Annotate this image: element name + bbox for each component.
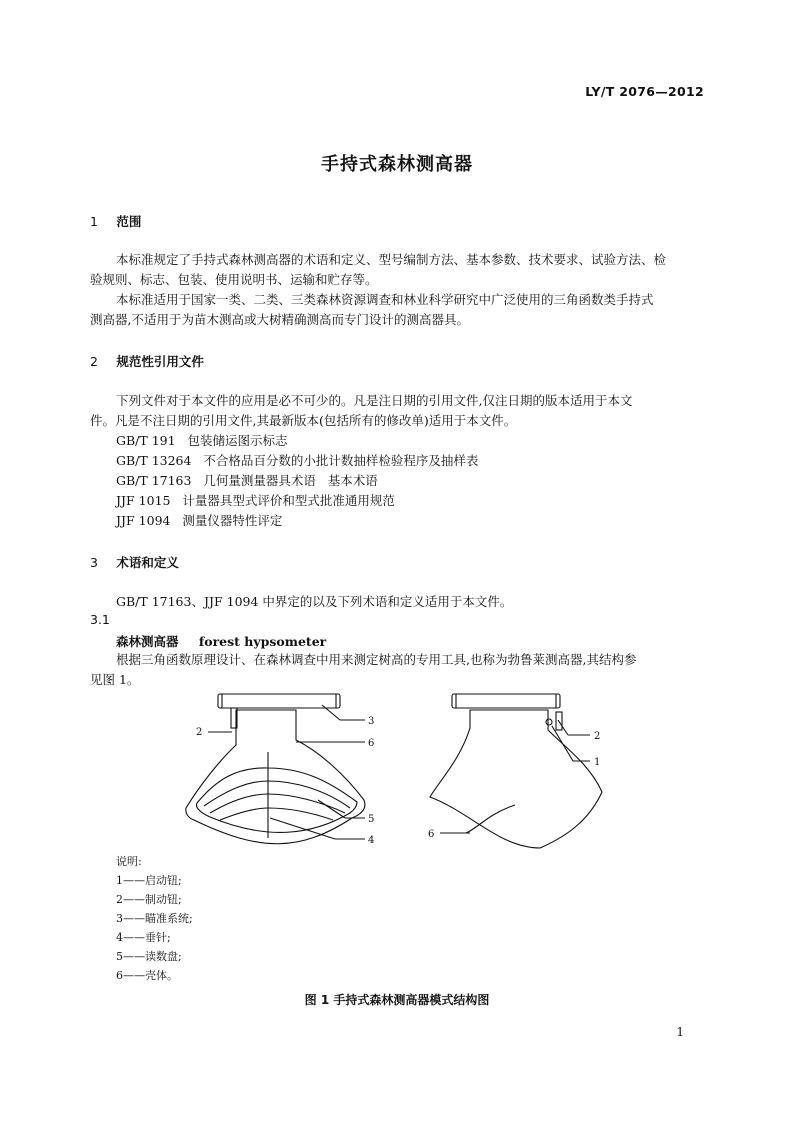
- section-1-heading: [90, 212, 141, 230]
- section-title: 范围: [116, 214, 142, 229]
- callout-label: 2: [196, 727, 203, 738]
- callout-label: 2: [594, 731, 601, 742]
- term-number: 3.1: [90, 612, 110, 627]
- callout-label: 5: [368, 814, 375, 825]
- section-2-intro: [90, 391, 706, 431]
- text-line: 根据三角函数原理设计、在森林调查中用来测定树高的专用工具,也称为勃鲁莱测高器,其结构参: [116, 652, 637, 667]
- legend-title: 说明:: [116, 855, 142, 868]
- text-line: 测高器,不适用于为苗木测高或大树精确测高而专门设计的测高器具。: [90, 312, 469, 327]
- term-chinese: 森林测高器: [116, 634, 179, 649]
- legend-item: 6——壳体。: [116, 969, 178, 982]
- text-line: 下列文件对于本文件的应用是必不可少的。凡是注日期的引用文件,仅注日期的版本适用于本文: [116, 393, 633, 408]
- section-3-intro: [90, 592, 706, 612]
- reference-item: GB/T 17163 几何量测量器具术语 基本术语: [116, 473, 378, 488]
- section-number: 1: [90, 214, 98, 229]
- figure-legend: [116, 852, 193, 985]
- legend-item: 4——垂针;: [116, 931, 171, 944]
- reference-item: JJF 1015 计量器具型式评价和型式批准通用规范: [116, 493, 395, 508]
- section-title: 规范性引用文件: [116, 354, 204, 369]
- front-view-drawing: [186, 694, 365, 844]
- legend-item: 1——启动钮;: [116, 874, 182, 887]
- term-entry: [116, 632, 326, 650]
- section-1-paragraph-2: [90, 290, 706, 330]
- reference-item: GB/T 13264 不合格品百分数的小批计数抽样检验程序及抽样表: [116, 453, 479, 468]
- text-line: 见图 1。: [90, 672, 140, 687]
- term-english: forest hypsometer: [198, 634, 327, 649]
- section-title: 术语和定义: [116, 555, 179, 570]
- callout-label: 6: [368, 738, 375, 749]
- callout-label: 6: [428, 829, 435, 840]
- callout-label: 1: [594, 757, 601, 768]
- callout-label: 3: [368, 716, 375, 727]
- legend-item: 5——读数盘;: [116, 950, 182, 963]
- text-line: 件。凡是不注日期的引用文件,其最新版本(包括所有的修改单)适用于本文件。: [90, 413, 517, 428]
- text-line: 验规则、标志、包装、使用说明书、运输和贮存等。: [90, 272, 378, 287]
- page-number: 1: [676, 1025, 684, 1039]
- text-line: 本标准规定了手持式森林测高器的术语和定义、型号编制方法、基本参数、技术要求、试验方法、检: [116, 252, 667, 267]
- reference-item: GB/T 191 包装储运图示标志: [116, 433, 288, 448]
- figure-caption: 图 1 手持式森林测高器模式结构图: [304, 993, 490, 1007]
- legend-item: 3——瞄准系统;: [116, 912, 193, 925]
- reference-item: JJF 1094 测量仪器特性评定: [116, 513, 283, 528]
- back-view-drawing: [430, 694, 602, 848]
- legend-item: 2——制动钮;: [116, 893, 182, 906]
- text-line: GB/T 17163、JJF 1094 中界定的以及下列术语和定义适用于本文件。: [116, 594, 513, 609]
- section-2-heading: [90, 352, 204, 370]
- standard-number: LY/T 2076—2012: [585, 84, 704, 99]
- text-line: 本标准适用于国家一类、二类、三类森林资源调查和林业科学研究中广泛使用的三角函数类手持式: [116, 292, 654, 307]
- callout-label: 4: [368, 835, 375, 846]
- section-1-paragraph-1: [90, 250, 706, 290]
- section-number: 3: [90, 555, 98, 570]
- section-3-heading: [90, 553, 179, 571]
- hypsometer-figure: [0, 680, 794, 850]
- document-title: 手持式森林测高器: [321, 154, 473, 175]
- section-number: 2: [90, 354, 98, 369]
